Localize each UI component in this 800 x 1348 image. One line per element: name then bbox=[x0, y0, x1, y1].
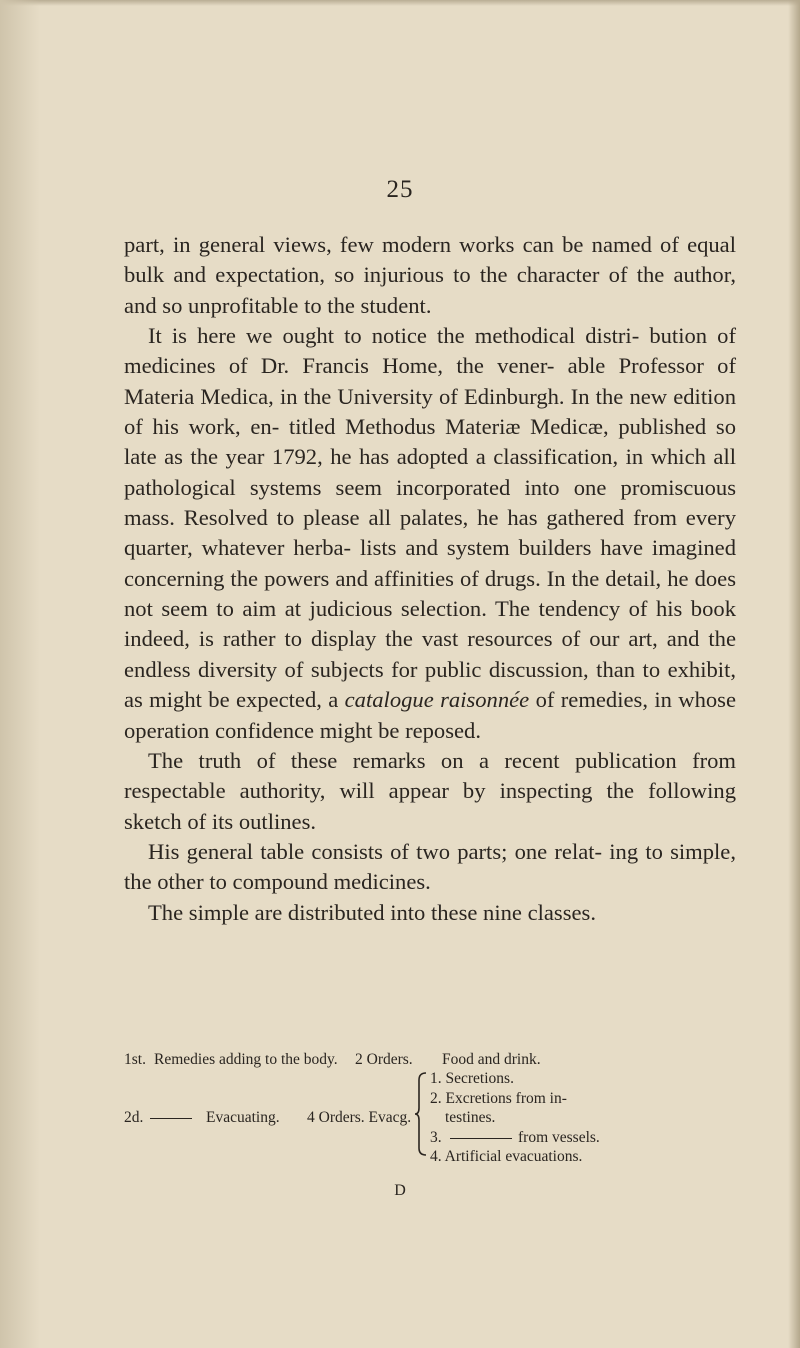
order-item: from vessels. bbox=[518, 1129, 600, 1146]
italic-phrase: catalogue raisonnée bbox=[344, 687, 530, 713]
curly-brace-icon bbox=[414, 1072, 428, 1156]
table-row-2d-orders: 4 Orders. Evacg. bbox=[307, 1109, 412, 1126]
paragraph bbox=[124, 230, 736, 321]
signature-mark: D bbox=[394, 1182, 406, 1199]
table-row-2d-class: 2d. bbox=[124, 1109, 144, 1126]
table-row-1st-remedy: Remedies adding to the body. bbox=[154, 1051, 338, 1068]
text-run: The simple are distributed into these nine classes. bbox=[148, 899, 596, 925]
table-row-2d-remedy: Evacuating. bbox=[206, 1109, 280, 1126]
order-item: 1. Secretions. bbox=[430, 1070, 514, 1087]
text-run: of remedies, in whose operation confidence might be reposed. bbox=[124, 687, 736, 743]
text-run: It is here we ought to notice the methodical distri- bution of medicines of Dr. Francis Home, the vener- able Professor of Materia Medica, in the University of Edinburgh. In the new edition of his work, en- titled Methodus Materiæ Medicæ, published so late as the year 1792, he has adopted a classification, in which all pathological systems seem incorporated into one promiscuous mass. Resolved to please all palates, he has gathered from every quarter, whatever herba- lists and system builders have imagined concerning the powers and affinities of drugs. In the detail, he does not seem to aim at judicious selection. The tendency of his book indeed, is rather to display the vast resources of our art, and the endless diversity of subjects for public discussion, than to exhibit, as might be expected, a bbox=[124, 323, 736, 713]
paragraph bbox=[124, 746, 736, 837]
table-row-1st-class: 1st. bbox=[124, 1051, 146, 1068]
paragraph bbox=[124, 837, 736, 898]
paragraph bbox=[124, 321, 736, 746]
text-run: His general table consists of two parts; one relat- ing to simple, the other to compound medicines. bbox=[124, 838, 736, 895]
order-item: 4. Artificial evacuations. bbox=[430, 1148, 583, 1165]
ditto-dash bbox=[450, 1128, 512, 1148]
order-item: 2. Excretions from in- bbox=[430, 1090, 567, 1107]
order-item: 3. bbox=[430, 1129, 442, 1146]
body-text bbox=[124, 230, 736, 928]
ditto-dash bbox=[150, 1108, 192, 1128]
text-run: part, in general views, few modern works can be named of equal bulk and expectation, so injurious to the character of the author, and so unprofitable to the student. bbox=[124, 232, 736, 318]
paragraph bbox=[124, 898, 736, 928]
table-row-1st-orders: 2 Orders. bbox=[355, 1051, 413, 1068]
order-item: testines. bbox=[445, 1109, 496, 1126]
table-row-1st-items: Food and drink. bbox=[442, 1051, 541, 1068]
page-edge-top bbox=[0, 0, 800, 6]
page-number: 25 bbox=[386, 176, 414, 203]
text-run: The truth of these remarks on a recent publication from respectable authority, will appear by inspecting the following sketch of its outlines. bbox=[124, 747, 736, 834]
